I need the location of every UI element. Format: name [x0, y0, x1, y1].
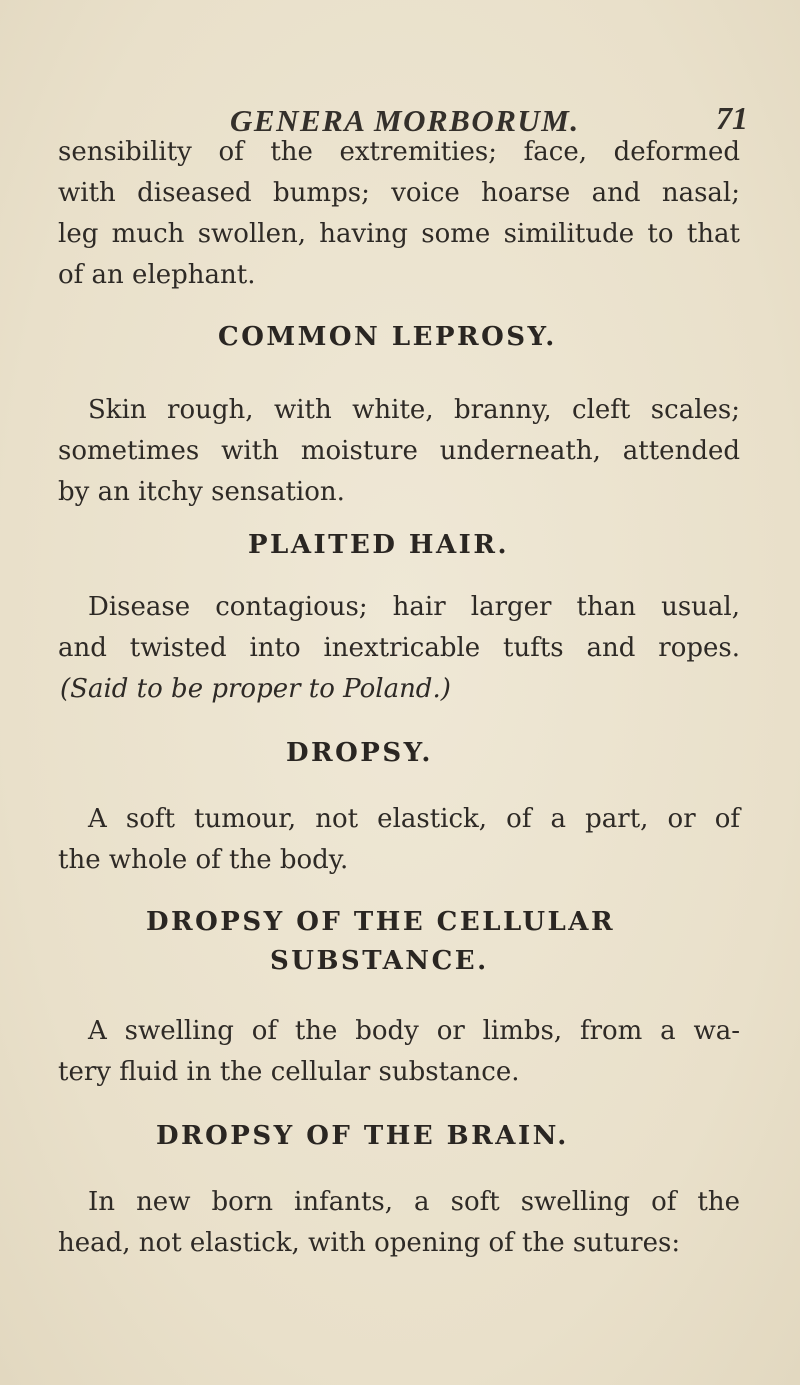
paragraph-elephantiasis-continued [58, 132, 740, 296]
heading-dropsy-cellular: DROPSY OF THE CELLULAR [146, 907, 616, 937]
paragraph-dropsy [58, 799, 740, 881]
paragraph-plaited-hair [58, 587, 740, 710]
paragraph-dropsy-brain [58, 1182, 740, 1264]
text-line: A swelling of the body or limbs, from a wa- [88, 1016, 740, 1046]
text-line: sensibility of the extremities; face, deformed [58, 137, 740, 167]
text-line: Disease contagious; hair larger than usual, [88, 592, 740, 622]
heading-dropsy: DROPSY. [286, 738, 433, 768]
text-line: In new born infants, a soft swelling of the [88, 1187, 740, 1217]
text-line: Skin rough, with white, branny, cleft scales; [88, 395, 740, 425]
text-line: tery fluid in the cellular substance. [58, 1057, 520, 1087]
text-line: of an elephant. [58, 260, 256, 290]
text-line: sometimes with moisture underneath, attended [58, 436, 740, 466]
text-line: with diseased bumps; voice hoarse and nasal; [58, 178, 740, 208]
text-line: the whole of the body. [58, 845, 349, 875]
text-line: A soft tumour, not elastick, of a part, or of [88, 804, 740, 834]
text-line: head, not elastick, with opening of the sutures: [58, 1228, 681, 1258]
heading-plaited-hair: PLAITED HAIR. [248, 530, 509, 560]
page-number: 71 [716, 100, 748, 136]
text-line: leg much swollen, having some similitude to that [58, 219, 740, 249]
text-line: and twisted into inextricable tufts and ropes. [58, 633, 740, 663]
heading-substance: SUBSTANCE. [270, 946, 489, 976]
heading-common-leprosy: COMMON LEPROSY. [218, 322, 557, 352]
paragraph-common-leprosy [58, 390, 740, 513]
text-line: (Said to be proper to Poland.) [60, 674, 451, 704]
text-line: by an itchy sensation. [58, 477, 345, 507]
paragraph-dropsy-cellular [58, 1011, 740, 1093]
heading-dropsy-brain: DROPSY OF THE BRAIN. [156, 1121, 569, 1151]
running-title: GENERA MORBORUM. [230, 103, 580, 138]
